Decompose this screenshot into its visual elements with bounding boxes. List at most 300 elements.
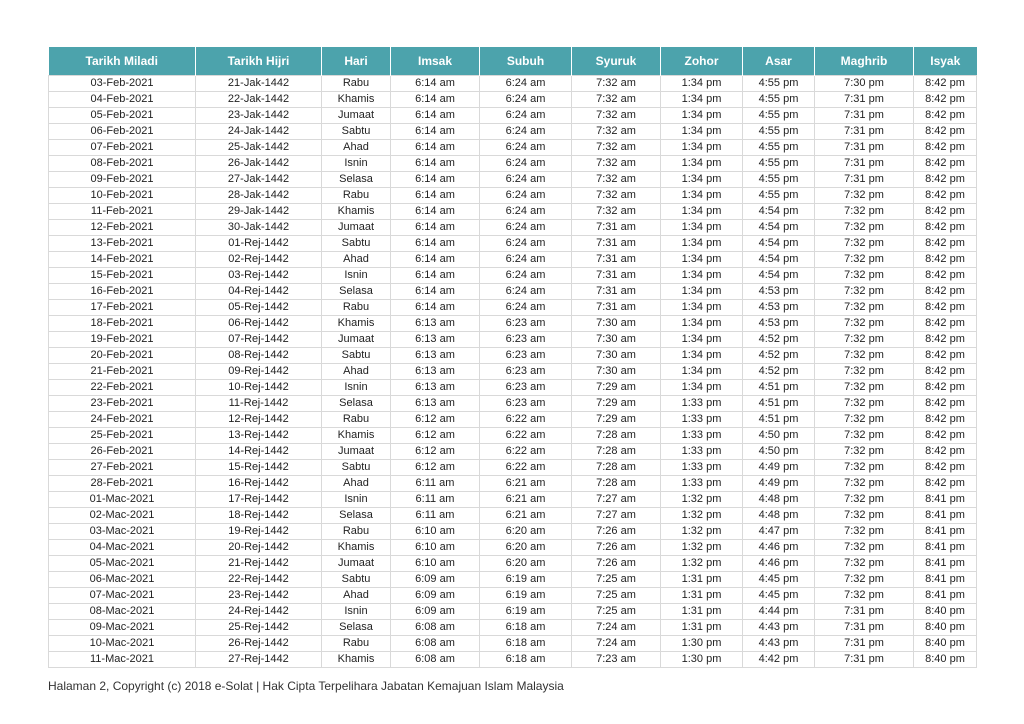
table-cell: 6:13 am — [391, 332, 480, 348]
table-row — [49, 284, 977, 300]
table-cell: 20-Rej-1442 — [196, 540, 322, 556]
table-cell: 05-Rej-1442 — [196, 300, 322, 316]
table-cell: 7:32 pm — [815, 316, 914, 332]
table-cell: 8:40 pm — [914, 636, 977, 652]
table-cell: 6:14 am — [391, 156, 480, 172]
table-cell: 7:30 am — [572, 332, 661, 348]
table-cell: 4:55 pm — [743, 92, 815, 108]
table-cell: 4:54 pm — [743, 236, 815, 252]
table-cell: 7:32 am — [572, 188, 661, 204]
table-cell: 6:24 am — [480, 124, 572, 140]
table-cell: 18-Feb-2021 — [49, 316, 196, 332]
table-cell: 21-Rej-1442 — [196, 556, 322, 572]
table-cell: 19-Rej-1442 — [196, 524, 322, 540]
table-cell: 7:31 pm — [815, 620, 914, 636]
table-row — [49, 572, 977, 588]
table-cell: 6:13 am — [391, 364, 480, 380]
table-cell: 7:31 am — [572, 300, 661, 316]
table-cell: 15-Feb-2021 — [49, 268, 196, 284]
table-cell: 7:31 am — [572, 268, 661, 284]
table-cell: 8:42 pm — [914, 428, 977, 444]
table-row — [49, 140, 977, 156]
table-cell: 1:34 pm — [661, 76, 743, 92]
table-row — [49, 172, 977, 188]
table-row — [49, 396, 977, 412]
table-cell: 7:26 am — [572, 540, 661, 556]
table-cell: 4:49 pm — [743, 476, 815, 492]
table-cell: 07-Rej-1442 — [196, 332, 322, 348]
table-cell: 1:31 pm — [661, 572, 743, 588]
table-cell: 1:34 pm — [661, 364, 743, 380]
table-cell: 4:44 pm — [743, 604, 815, 620]
table-cell: 7:32 am — [572, 204, 661, 220]
table-cell: 05-Mac-2021 — [49, 556, 196, 572]
table-cell: 1:34 pm — [661, 108, 743, 124]
table-cell: 7:28 am — [572, 444, 661, 460]
table-cell: 22-Jak-1442 — [196, 92, 322, 108]
table-cell: 8:42 pm — [914, 156, 977, 172]
table-cell: 6:14 am — [391, 284, 480, 300]
table-cell: 21-Jak-1442 — [196, 76, 322, 92]
table-cell: 02-Mac-2021 — [49, 508, 196, 524]
table-cell: Selasa — [322, 396, 391, 412]
table-cell: 8:41 pm — [914, 572, 977, 588]
table-cell: 7:32 am — [572, 92, 661, 108]
table-cell: 17-Rej-1442 — [196, 492, 322, 508]
table-cell: 7:32 pm — [815, 460, 914, 476]
table-cell: 6:11 am — [391, 508, 480, 524]
table-row — [49, 300, 977, 316]
table-cell: 7:31 am — [572, 284, 661, 300]
table-cell: 7:25 am — [572, 588, 661, 604]
table-cell: 8:42 pm — [914, 348, 977, 364]
table-cell: 26-Rej-1442 — [196, 636, 322, 652]
table-cell: 7:31 pm — [815, 636, 914, 652]
table-cell: 4:52 pm — [743, 332, 815, 348]
table-cell: 4:50 pm — [743, 428, 815, 444]
table-cell: 4:51 pm — [743, 412, 815, 428]
table-cell: 6:14 am — [391, 124, 480, 140]
table-cell: 7:26 am — [572, 524, 661, 540]
table-cell: 14-Rej-1442 — [196, 444, 322, 460]
table-row — [49, 156, 977, 172]
table-cell: 8:42 pm — [914, 252, 977, 268]
column-header: Maghrib — [815, 47, 914, 76]
table-cell: 6:23 am — [480, 396, 572, 412]
table-cell: 1:33 pm — [661, 460, 743, 476]
table-cell: 1:34 pm — [661, 332, 743, 348]
table-cell: 7:32 pm — [815, 556, 914, 572]
table-row — [49, 316, 977, 332]
table-cell: 7:28 am — [572, 460, 661, 476]
table-cell: Isnin — [322, 492, 391, 508]
table-cell: 8:42 pm — [914, 76, 977, 92]
table-cell: 6:19 am — [480, 588, 572, 604]
table-cell: 4:43 pm — [743, 636, 815, 652]
column-header: Zohor — [661, 47, 743, 76]
column-header: Asar — [743, 47, 815, 76]
table-cell: Jumaat — [322, 220, 391, 236]
column-header: Isyak — [914, 47, 977, 76]
table-cell: 1:32 pm — [661, 508, 743, 524]
table-cell: 6:23 am — [480, 380, 572, 396]
table-row — [49, 508, 977, 524]
table-cell: 7:32 pm — [815, 300, 914, 316]
table-cell: 06-Feb-2021 — [49, 124, 196, 140]
table-cell: 7:32 am — [572, 76, 661, 92]
table-cell: 6:24 am — [480, 236, 572, 252]
table-row — [49, 540, 977, 556]
table-cell: Jumaat — [322, 556, 391, 572]
column-header: Imsak — [391, 47, 480, 76]
table-cell: 7:32 pm — [815, 332, 914, 348]
table-cell: 8:41 pm — [914, 492, 977, 508]
table-row — [49, 268, 977, 284]
table-cell: 7:32 pm — [815, 524, 914, 540]
column-header: Syuruk — [572, 47, 661, 76]
table-cell: Rabu — [322, 188, 391, 204]
table-cell: 1:34 pm — [661, 268, 743, 284]
table-cell: 1:33 pm — [661, 428, 743, 444]
table-cell: 7:24 am — [572, 620, 661, 636]
table-cell: 6:23 am — [480, 332, 572, 348]
table-cell: 6:14 am — [391, 220, 480, 236]
table-cell: 7:32 pm — [815, 476, 914, 492]
table-cell: 09-Rej-1442 — [196, 364, 322, 380]
table-cell: 01-Rej-1442 — [196, 236, 322, 252]
table-cell: 6:24 am — [480, 140, 572, 156]
table-cell: Isnin — [322, 604, 391, 620]
table-cell: 1:31 pm — [661, 588, 743, 604]
table-cell: 06-Mac-2021 — [49, 572, 196, 588]
table-cell: 4:54 pm — [743, 252, 815, 268]
table-cell: 05-Feb-2021 — [49, 108, 196, 124]
table-cell: 7:29 am — [572, 380, 661, 396]
table-cell: 8:42 pm — [914, 444, 977, 460]
table-cell: 27-Jak-1442 — [196, 172, 322, 188]
table-cell: 7:26 am — [572, 556, 661, 572]
table-cell: 7:32 pm — [815, 348, 914, 364]
table-cell: 6:18 am — [480, 620, 572, 636]
table-cell: 26-Jak-1442 — [196, 156, 322, 172]
table-cell: 6:24 am — [480, 204, 572, 220]
table-row — [49, 332, 977, 348]
table-row — [49, 604, 977, 620]
table-cell: Selasa — [322, 284, 391, 300]
table-cell: Rabu — [322, 300, 391, 316]
table-cell: 6:21 am — [480, 492, 572, 508]
table-cell: 25-Jak-1442 — [196, 140, 322, 156]
table-cell: 7:32 pm — [815, 588, 914, 604]
table-cell: 20-Feb-2021 — [49, 348, 196, 364]
table-cell: 6:10 am — [391, 540, 480, 556]
column-header: Subuh — [480, 47, 572, 76]
table-cell: 7:32 pm — [815, 220, 914, 236]
table-cell: 16-Rej-1442 — [196, 476, 322, 492]
table-cell: 10-Mac-2021 — [49, 636, 196, 652]
table-cell: 1:34 pm — [661, 156, 743, 172]
table-cell: 7:32 am — [572, 124, 661, 140]
table-cell: 23-Jak-1442 — [196, 108, 322, 124]
header-row — [49, 47, 977, 76]
table-cell: 4:48 pm — [743, 508, 815, 524]
table-cell: Ahad — [322, 252, 391, 268]
table-cell: 7:32 pm — [815, 236, 914, 252]
table-cell: 6:24 am — [480, 268, 572, 284]
table-cell: Jumaat — [322, 332, 391, 348]
table-row — [49, 444, 977, 460]
table-cell: 6:09 am — [391, 604, 480, 620]
table-row — [49, 76, 977, 92]
table-cell: 18-Rej-1442 — [196, 508, 322, 524]
table-cell: 8:42 pm — [914, 268, 977, 284]
table-cell: 4:51 pm — [743, 380, 815, 396]
page-footer: Halaman 2, Copyright (c) 2018 e-Solat | Hak Cipta Terpelihara Jabatan Kemajuan Islam Malaysia — [48, 679, 564, 693]
table-cell: 21-Feb-2021 — [49, 364, 196, 380]
table-cell: 1:33 pm — [661, 476, 743, 492]
table-cell: 4:53 pm — [743, 284, 815, 300]
table-cell: 6:22 am — [480, 460, 572, 476]
table-cell: 1:33 pm — [661, 444, 743, 460]
table-cell: 4:43 pm — [743, 620, 815, 636]
table-cell: 7:31 pm — [815, 604, 914, 620]
table-cell: 1:30 pm — [661, 636, 743, 652]
table-cell: 6:24 am — [480, 108, 572, 124]
table-cell: 7:32 pm — [815, 284, 914, 300]
table-cell: 8:42 pm — [914, 284, 977, 300]
table-cell: 7:31 pm — [815, 108, 914, 124]
table-cell: 8:42 pm — [914, 172, 977, 188]
table-row — [49, 556, 977, 572]
table-row — [49, 204, 977, 220]
table-cell: 1:34 pm — [661, 300, 743, 316]
table-cell: 8:42 pm — [914, 460, 977, 476]
table-cell: 1:32 pm — [661, 556, 743, 572]
table-cell: 6:13 am — [391, 348, 480, 364]
table-cell: 1:34 pm — [661, 284, 743, 300]
table-cell: 7:31 am — [572, 236, 661, 252]
table-cell: 6:20 am — [480, 524, 572, 540]
table-row — [49, 476, 977, 492]
table-cell: 11-Rej-1442 — [196, 396, 322, 412]
table-cell: Khamis — [322, 428, 391, 444]
table-cell: Rabu — [322, 636, 391, 652]
table-cell: 7:30 am — [572, 316, 661, 332]
table-cell: 7:32 pm — [815, 412, 914, 428]
table-cell: Sabtu — [322, 460, 391, 476]
table-cell: 8:42 pm — [914, 108, 977, 124]
table-cell: 1:32 pm — [661, 524, 743, 540]
table-row — [49, 236, 977, 252]
table-cell: 6:14 am — [391, 188, 480, 204]
table-cell: 6:23 am — [480, 364, 572, 380]
table-cell: 23-Feb-2021 — [49, 396, 196, 412]
table-cell: 03-Rej-1442 — [196, 268, 322, 284]
table-cell: 7:24 am — [572, 636, 661, 652]
table-cell: 4:55 pm — [743, 108, 815, 124]
table-cell: 27-Feb-2021 — [49, 460, 196, 476]
table-cell: 6:24 am — [480, 188, 572, 204]
table-cell: Isnin — [322, 268, 391, 284]
table-cell: 4:55 pm — [743, 76, 815, 92]
table-cell: 6:21 am — [480, 508, 572, 524]
table-cell: 7:32 pm — [815, 380, 914, 396]
table-cell: 6:13 am — [391, 316, 480, 332]
table-cell: 7:23 am — [572, 652, 661, 668]
table-cell: 1:32 pm — [661, 540, 743, 556]
table-cell: 13-Rej-1442 — [196, 428, 322, 444]
table-cell: 1:34 pm — [661, 316, 743, 332]
table-cell: 4:52 pm — [743, 364, 815, 380]
table-cell: 4:46 pm — [743, 556, 815, 572]
table-cell: 6:20 am — [480, 540, 572, 556]
table-row — [49, 460, 977, 476]
table-cell: Sabtu — [322, 236, 391, 252]
table-cell: 4:45 pm — [743, 572, 815, 588]
table-cell: 11-Mac-2021 — [49, 652, 196, 668]
table-cell: 07-Mac-2021 — [49, 588, 196, 604]
table-row — [49, 92, 977, 108]
table-cell: 08-Feb-2021 — [49, 156, 196, 172]
column-header: Tarikh Miladi — [49, 47, 196, 76]
table-cell: 4:42 pm — [743, 652, 815, 668]
table-cell: 6:22 am — [480, 428, 572, 444]
table-cell: 7:32 am — [572, 156, 661, 172]
table-row — [49, 108, 977, 124]
table-cell: 4:47 pm — [743, 524, 815, 540]
table-cell: 1:34 pm — [661, 204, 743, 220]
table-cell: 6:24 am — [480, 92, 572, 108]
table-cell: 04-Feb-2021 — [49, 92, 196, 108]
table-cell: Selasa — [322, 172, 391, 188]
table-cell: 6:08 am — [391, 652, 480, 668]
table-cell: 6:21 am — [480, 476, 572, 492]
table-cell: 7:32 pm — [815, 492, 914, 508]
table-cell: 22-Feb-2021 — [49, 380, 196, 396]
table-cell: 6:14 am — [391, 92, 480, 108]
table-cell: 6:24 am — [480, 252, 572, 268]
table-cell: 1:33 pm — [661, 412, 743, 428]
table-cell: 7:32 pm — [815, 428, 914, 444]
table-cell: 4:54 pm — [743, 220, 815, 236]
table-cell: 6:12 am — [391, 412, 480, 428]
table-row — [49, 620, 977, 636]
table-cell: 1:34 pm — [661, 220, 743, 236]
table-cell: 7:32 pm — [815, 252, 914, 268]
table-cell: 12-Rej-1442 — [196, 412, 322, 428]
table-cell: 6:12 am — [391, 428, 480, 444]
table-cell: 8:42 pm — [914, 140, 977, 156]
table-cell: 8:42 pm — [914, 316, 977, 332]
prayer-times-table — [48, 47, 977, 668]
table-cell: 6:23 am — [480, 316, 572, 332]
table-cell: 7:32 pm — [815, 444, 914, 460]
table-cell: 7:27 am — [572, 508, 661, 524]
table-cell: 7:31 pm — [815, 156, 914, 172]
table-cell: 4:53 pm — [743, 316, 815, 332]
table-cell: 6:24 am — [480, 76, 572, 92]
table-cell: 1:34 pm — [661, 188, 743, 204]
table-cell: 6:24 am — [480, 284, 572, 300]
table-cell: 1:34 pm — [661, 348, 743, 364]
table-cell: 6:08 am — [391, 620, 480, 636]
table-cell: 6:08 am — [391, 636, 480, 652]
table-cell: 06-Rej-1442 — [196, 316, 322, 332]
table-cell: 04-Rej-1442 — [196, 284, 322, 300]
table-cell: 6:14 am — [391, 300, 480, 316]
table-cell: Isnin — [322, 156, 391, 172]
table-cell: 7:31 am — [572, 252, 661, 268]
table-cell: 8:41 pm — [914, 524, 977, 540]
table-cell: 09-Feb-2021 — [49, 172, 196, 188]
table-cell: 7:32 pm — [815, 508, 914, 524]
table-cell: Sabtu — [322, 348, 391, 364]
table-cell: 6:14 am — [391, 76, 480, 92]
table-cell: 1:31 pm — [661, 620, 743, 636]
table-cell: 07-Feb-2021 — [49, 140, 196, 156]
table-cell: 8:42 pm — [914, 124, 977, 140]
table-cell: 28-Jak-1442 — [196, 188, 322, 204]
table-row — [49, 252, 977, 268]
table-row — [49, 412, 977, 428]
table-cell: 25-Rej-1442 — [196, 620, 322, 636]
table-cell: 8:42 pm — [914, 92, 977, 108]
table-cell: 8:40 pm — [914, 620, 977, 636]
table-cell: 30-Jak-1442 — [196, 220, 322, 236]
table-cell: 10-Rej-1442 — [196, 380, 322, 396]
table-cell: 7:31 pm — [815, 172, 914, 188]
table-cell: 19-Feb-2021 — [49, 332, 196, 348]
table-cell: 6:14 am — [391, 236, 480, 252]
table-cell: 1:34 pm — [661, 124, 743, 140]
table-cell: 01-Mac-2021 — [49, 492, 196, 508]
table-cell: 8:42 pm — [914, 364, 977, 380]
table-cell: 7:31 pm — [815, 140, 914, 156]
table-cell: 4:52 pm — [743, 348, 815, 364]
table-cell: 15-Rej-1442 — [196, 460, 322, 476]
table-cell: 4:54 pm — [743, 204, 815, 220]
table-cell: 04-Mac-2021 — [49, 540, 196, 556]
table-cell: Khamis — [322, 540, 391, 556]
table-cell: 11-Feb-2021 — [49, 204, 196, 220]
table-cell: 6:13 am — [391, 396, 480, 412]
table-cell: Khamis — [322, 652, 391, 668]
table-cell: 1:34 pm — [661, 252, 743, 268]
table-cell: 6:14 am — [391, 172, 480, 188]
table-cell: 4:55 pm — [743, 188, 815, 204]
table-cell: 6:20 am — [480, 556, 572, 572]
table-cell: 4:54 pm — [743, 268, 815, 284]
table-cell: Selasa — [322, 508, 391, 524]
table-cell: 6:09 am — [391, 572, 480, 588]
table-cell: 7:31 pm — [815, 92, 914, 108]
table-cell: 8:42 pm — [914, 476, 977, 492]
table-cell: 7:29 am — [572, 412, 661, 428]
table-cell: Jumaat — [322, 444, 391, 460]
table-cell: Sabtu — [322, 124, 391, 140]
table-row — [49, 220, 977, 236]
table-cell: 6:14 am — [391, 108, 480, 124]
table-cell: 14-Feb-2021 — [49, 252, 196, 268]
table-cell: 1:34 pm — [661, 92, 743, 108]
table-cell: 7:32 pm — [815, 396, 914, 412]
table-cell: 4:55 pm — [743, 172, 815, 188]
table-cell: 28-Feb-2021 — [49, 476, 196, 492]
table-row — [49, 380, 977, 396]
table-cell: 4:45 pm — [743, 588, 815, 604]
table-cell: 7:32 pm — [815, 188, 914, 204]
table-cell: 1:30 pm — [661, 652, 743, 668]
